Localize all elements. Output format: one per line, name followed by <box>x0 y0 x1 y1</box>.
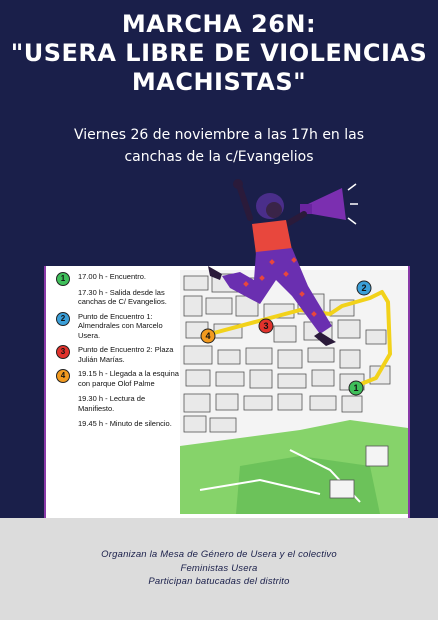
itinerary-list <box>56 272 181 434</box>
svg-text:4: 4 <box>205 331 211 341</box>
footer-line-2: Feministas Usera <box>180 562 258 574</box>
itinerary-item <box>56 369 181 429</box>
footer-panel <box>0 518 438 620</box>
title-line-1: MARCHA 26N: <box>121 10 317 38</box>
poster-subtitle <box>0 124 438 168</box>
svg-text:3: 3 <box>263 321 269 331</box>
organizers-text <box>0 548 438 589</box>
itinerary-item <box>56 272 181 307</box>
itinerary-text: 17.00 h - Encuentro. <box>78 272 146 281</box>
footer-line-1: Organizan la Mesa de Género de Usera y el colectivo <box>101 549 337 560</box>
map-marker-1 <box>349 381 363 395</box>
woman-figure-illustration <box>200 176 360 356</box>
itinerary-text: 17.30 h - Salida desde las canchas de C/ Evangelios. <box>78 287 167 306</box>
itinerary-text: 19.45 h - Minuto de silencio. <box>78 419 172 428</box>
itinerary-text: 19.15 h - Llegada a la esquina con parque Olof Palme <box>78 369 179 388</box>
step-badge: 3 <box>56 345 70 359</box>
step-badge: 1 <box>56 272 70 286</box>
subtitle-line-1: Viernes 26 de noviembre a las 17h en las <box>73 127 365 143</box>
subtitle-line-2: canchas de la c/Evangelios <box>124 149 314 165</box>
itinerary-text: Punto de Encuentro 2: Plaza Julián Marías. <box>78 345 174 364</box>
svg-text:2: 2 <box>361 283 367 293</box>
footer-line-3: Participan batucadas del distrito <box>148 576 290 587</box>
itinerary-text: Punto de Encuentro 1: Almendrales con Marcelo Usera. <box>78 311 163 340</box>
itinerary-item <box>56 345 181 364</box>
megaphone-icon <box>300 184 358 224</box>
itinerary-text: 19.30 h - Lectura de Manifiesto. <box>78 394 146 413</box>
step-badge: 2 <box>56 312 70 326</box>
step-badge: 4 <box>56 369 70 383</box>
poster-title <box>0 10 438 97</box>
svg-text:1: 1 <box>353 383 359 393</box>
title-line-3: MACHISTAS" <box>131 68 307 96</box>
title-line-2: "USERA LIBRE DE VIOLENCIAS <box>10 39 428 67</box>
itinerary-item <box>56 312 181 341</box>
